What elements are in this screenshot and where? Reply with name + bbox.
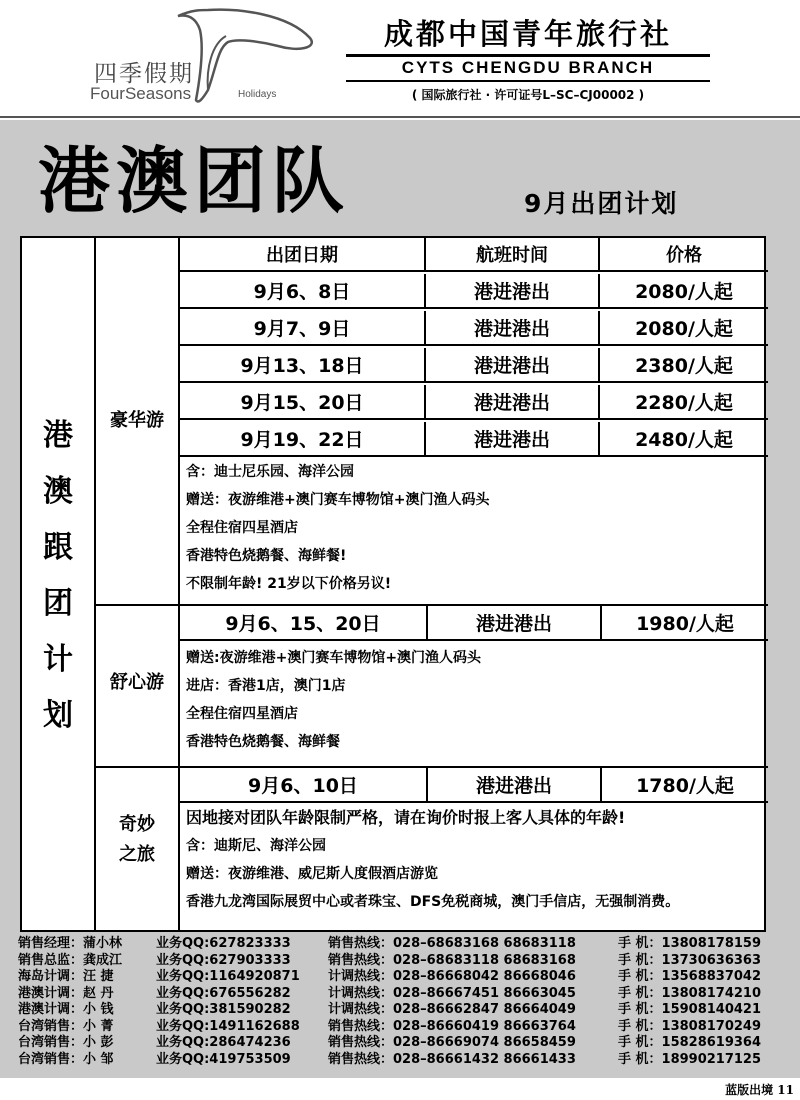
row-price: 1780/人起 — [636, 775, 734, 797]
logo-english-text: FourSeasons — [90, 84, 192, 103]
row-date: 9月6、15、20日 — [180, 606, 428, 639]
contact-mobile: 手 机：13568837042 — [618, 969, 762, 984]
note-line: 含：迪斯尼、海洋公园 — [186, 838, 326, 854]
contact-hotline: 计调热线：028–86667451 86663045 — [328, 985, 576, 1001]
contact-role: 台湾销售：小 邹 — [18, 1051, 114, 1067]
row-price: 2480/人起 — [635, 429, 733, 451]
contact-mobile: 手 机：13808170249 — [618, 1018, 762, 1034]
row-date: 9月6、8日 — [180, 274, 426, 307]
contact-role: 销售经理：蒲小林 — [18, 936, 123, 951]
wonder-notes — [186, 804, 679, 916]
contact-mobile: 手 机：13730636363 — [618, 952, 762, 968]
row-flight: 港进港出 — [428, 606, 602, 639]
contact-qq: 业务QQ:381590282 — [156, 1002, 291, 1017]
category-label: 豪华游 — [110, 410, 164, 431]
note-line: 赠送:夜游维港+澳门赛车博物馆+澳门渔人码头 — [186, 650, 482, 666]
note-line: 赠送：夜游维港、威尼斯人度假酒店游览 — [186, 866, 438, 882]
row-flight: 港进港出 — [426, 274, 600, 307]
category-comfort — [96, 604, 180, 766]
contact-row — [18, 969, 788, 986]
agency-license: ( 国际旅行社 · 许可证号L–SC–CJ00002 ) — [411, 88, 645, 102]
contact-hotline: 销售热线：028–68683118 68683168 — [328, 952, 576, 968]
vertical-title-column — [22, 238, 96, 930]
note-line: 全程住宿四星酒店 — [186, 520, 298, 536]
agency-block — [346, 16, 710, 103]
table-row — [180, 311, 768, 346]
contact-role: 销售总监：龚成江 — [18, 952, 123, 968]
row-date: 9月6、10日 — [180, 768, 428, 801]
page-number: 蓝版出境 11 — [725, 1083, 794, 1097]
logo-holidays-text: Holidays — [238, 89, 277, 100]
contact-role: 港澳计调：小 钱 — [18, 1002, 114, 1017]
note-line: 因地接对团队年龄限制严格，请在询价时报上客人具体的年龄! — [186, 808, 626, 827]
contact-qq: 业务QQ:676556282 — [156, 985, 291, 1001]
header-flight: 航班时间 — [426, 238, 600, 270]
agency-name-cn: 成都中国青年旅行社 — [383, 17, 672, 51]
row-date: 9月19、22日 — [180, 422, 426, 455]
header-price: 价格 — [666, 245, 702, 266]
contact-mobile: 手 机：18990217125 — [618, 1051, 762, 1067]
row-price: 2380/人起 — [635, 355, 733, 377]
note-line: 香港特色烧鹅餐、海鲜餐! — [186, 548, 347, 564]
contact-role: 台湾销售：小 彭 — [18, 1035, 114, 1050]
row-flight: 港进港出 — [426, 348, 600, 381]
contact-row — [18, 986, 788, 1003]
contact-role: 海岛计调：汪 捷 — [18, 969, 114, 984]
header-date: 出团日期 — [180, 238, 426, 270]
footer — [0, 1078, 800, 1100]
contact-mobile: 手 机：13808174210 — [618, 985, 762, 1001]
contact-qq: 业务QQ:627823333 — [156, 936, 291, 951]
note-line: 进店：香港1店，澳门1店 — [186, 678, 346, 694]
vertical-title-char: 划 — [43, 698, 73, 733]
table-header-row — [180, 238, 768, 272]
tour-schedule-table — [20, 236, 766, 932]
contact-qq: 业务QQ:627903333 — [156, 952, 291, 968]
contact-hotline: 销售热线：028–86661432 86661433 — [328, 1051, 576, 1067]
note-line: 赠送：夜游维港+澳门赛车博物馆+澳门渔人码头 — [186, 492, 490, 508]
comfort-notes — [186, 644, 481, 756]
row-flight: 港进港出 — [428, 768, 602, 801]
contact-role: 港澳计调：赵 丹 — [18, 985, 114, 1001]
vertical-title-char: 团 — [43, 586, 73, 621]
contact-row — [18, 953, 788, 970]
contact-hotline: 销售热线：028–68683168 68683118 — [328, 936, 576, 951]
page-subtitle: 9月出团计划 — [524, 189, 679, 218]
contact-row — [18, 1052, 788, 1069]
table-row — [180, 385, 768, 420]
luxury-notes — [186, 458, 489, 598]
contact-hotline: 计调热线：028–86668042 86668046 — [328, 969, 576, 984]
row-price: 2080/人起 — [635, 281, 733, 303]
table-row — [180, 606, 768, 641]
table-row — [180, 274, 768, 309]
vertical-title — [38, 408, 78, 744]
note-line: 香港九龙湾国际展贸中心或者珠宝、DFS免税商城，澳门手信店，无强制消费。 — [186, 894, 680, 910]
contact-mobile: 手 机：13808178159 — [618, 936, 762, 951]
category-wonder — [96, 766, 180, 930]
contact-hotline: 销售热线：028–86660419 86663764 — [328, 1018, 576, 1034]
contact-row — [18, 936, 788, 953]
vertical-title-char: 港 — [43, 418, 73, 453]
table-row — [180, 422, 768, 457]
row-date: 9月13、18日 — [180, 348, 426, 381]
table-row — [180, 348, 768, 383]
contact-qq: 业务QQ:1491162688 — [156, 1018, 300, 1034]
logo-chinese-text: 四季假期 — [94, 61, 194, 87]
note-line: 不限制年龄! 21岁以下价格另议! — [186, 576, 392, 592]
contact-qq: 业务QQ:419753509 — [156, 1051, 291, 1067]
category-label: 舒心游 — [110, 672, 164, 693]
contacts-list — [18, 936, 788, 1068]
contact-row — [18, 1019, 788, 1036]
contact-mobile: 手 机：15908140421 — [618, 1002, 762, 1017]
category-luxury — [96, 238, 180, 604]
vertical-title-char: 澳 — [43, 474, 73, 509]
agency-name-en: CYTS CHENGDU BRANCH — [401, 58, 655, 77]
contact-mobile: 手 机：15828619364 — [618, 1035, 762, 1050]
row-date: 9月7、9日 — [180, 311, 426, 344]
table-row — [180, 768, 768, 803]
row-flight: 港进港出 — [426, 311, 600, 344]
contact-row — [18, 1002, 788, 1019]
note-line: 含：迪士尼乐园、海洋公园 — [186, 464, 354, 480]
agency-divider-2 — [346, 80, 710, 82]
note-line: 全程住宿四星酒店 — [186, 706, 298, 722]
category-label: 奇妙 — [119, 814, 155, 835]
note-line: 香港特色烧鹅餐、海鲜餐 — [186, 734, 340, 750]
row-flight: 港进港出 — [426, 385, 600, 418]
header — [0, 0, 800, 118]
contact-hotline: 计调热线：028–86662847 86664049 — [328, 1002, 576, 1017]
vertical-title-char: 跟 — [43, 530, 73, 565]
contact-qq: 业务QQ:1164920871 — [156, 969, 300, 984]
category-label: 之旅 — [119, 844, 155, 865]
contact-hotline: 销售热线：028–86669074 86658459 — [328, 1035, 576, 1050]
row-price: 1980/人起 — [636, 613, 734, 635]
page-title: 港澳团队 — [38, 139, 351, 223]
vertical-title-char: 计 — [43, 642, 73, 677]
contact-row — [18, 1035, 788, 1052]
contact-qq: 业务QQ:286474236 — [156, 1035, 291, 1050]
contact-role: 台湾销售：小 菁 — [18, 1018, 114, 1034]
row-date: 9月15、20日 — [180, 385, 426, 418]
row-price: 2080/人起 — [635, 318, 733, 340]
row-price: 2280/人起 — [635, 392, 733, 414]
row-flight: 港进港出 — [426, 422, 600, 455]
